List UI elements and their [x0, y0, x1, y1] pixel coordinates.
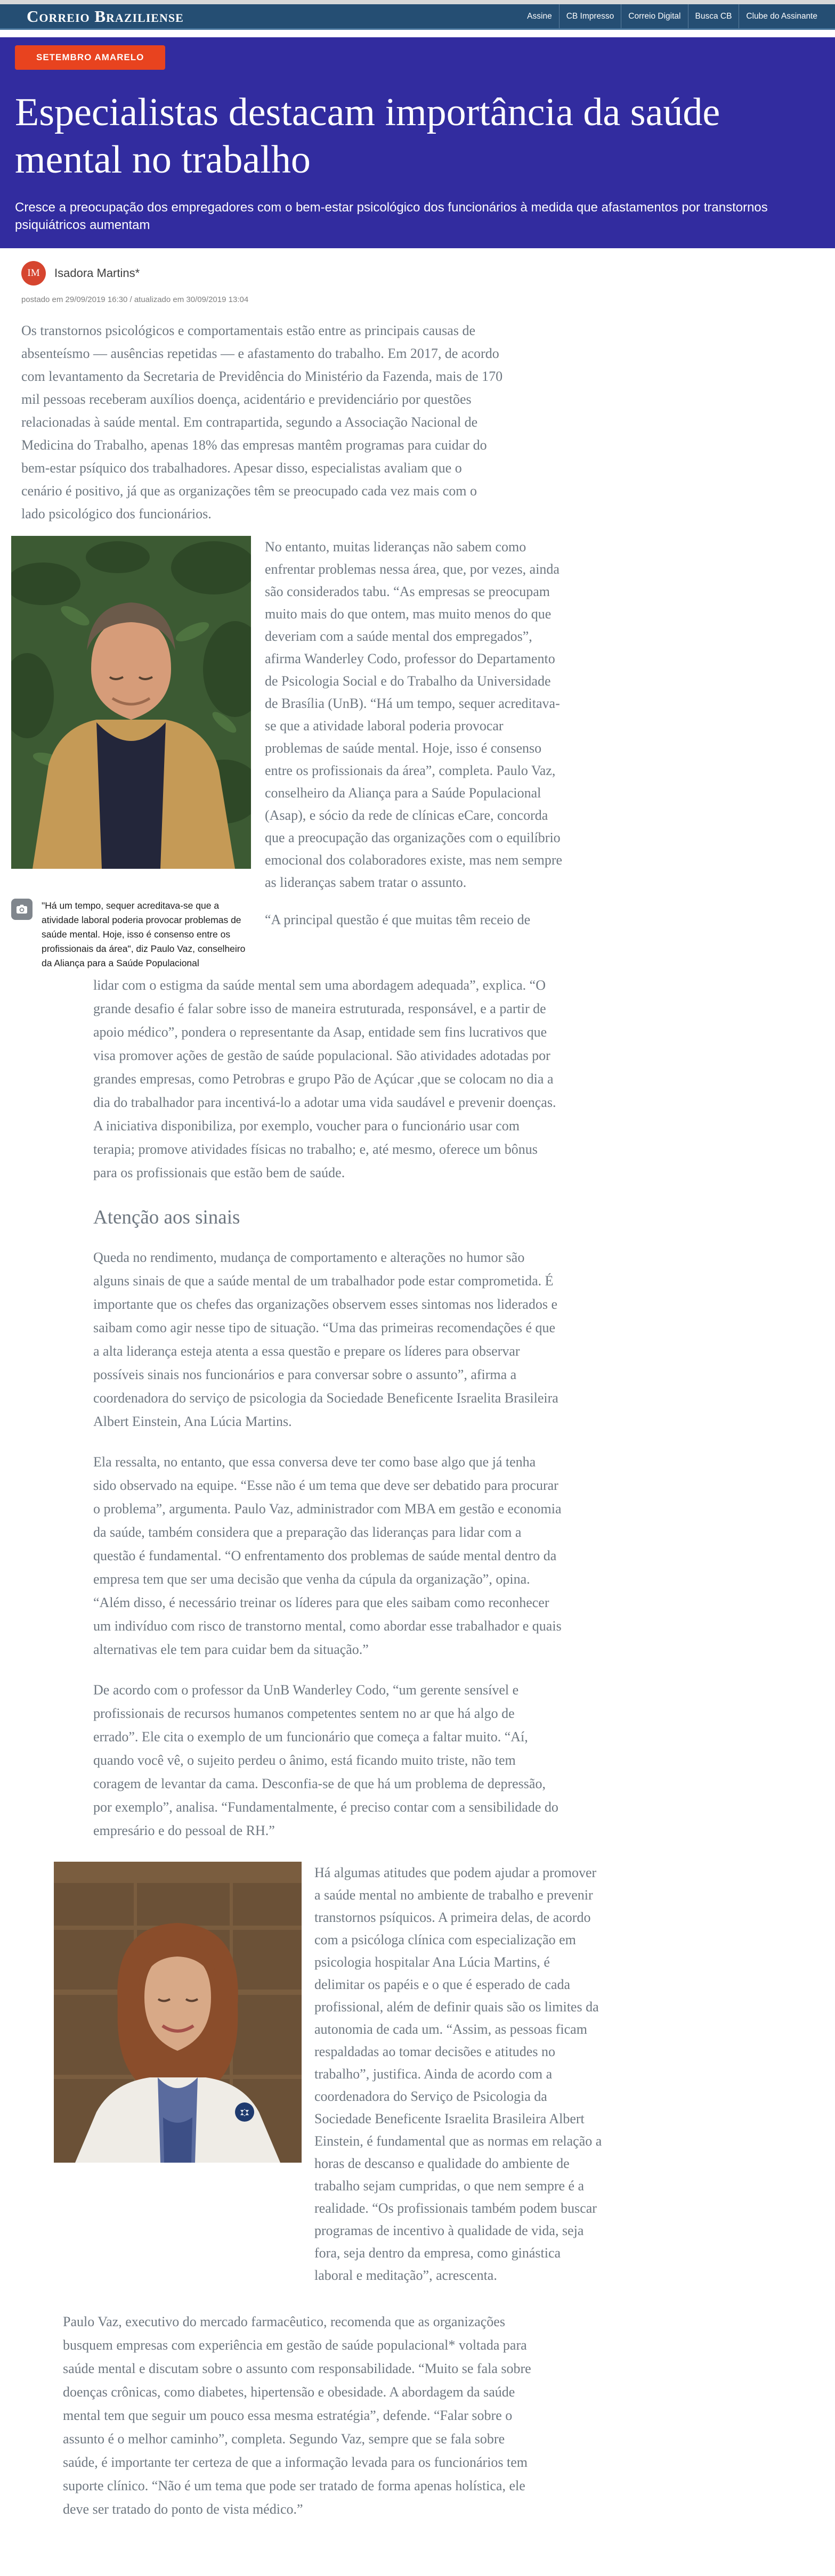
- byline: [21, 261, 835, 286]
- author-avatar: IM: [21, 261, 46, 286]
- nav-item-busca-cb[interactable]: Busca CB: [688, 4, 739, 28]
- top-nav: [520, 4, 824, 28]
- section-heading: Atenção aos sinais: [93, 1207, 240, 1228]
- nav-item-correio-digital[interactable]: Correio Digital: [621, 4, 687, 28]
- site-logo[interactable]: Correio Braziliense: [27, 7, 184, 26]
- site-header: [0, 4, 835, 30]
- paragraph-final: Paulo Vaz, executivo do mercado farmacêutico, recomenda que as organizações busquem empresas com experiência em gestão de saúde populacional* voltada para saúde mental e discutam sobre o assunto com responsabilidade. “Muito se fala sobre doenças crônicas, como diabetes, hipertensão e obesidade. A abordagem da saúde mental tem que seguir um pouco essa mesma estratégia”, defende. “Falar sobre o assunto é o melhor caminho”, completa. Segundo Vaz, sempre que se fala sobre saúde, é importante ter certeza de que a informação levada para os funcionários tem suporte clínico. “Não é um tema que pode ser tratado de forma apenas holística, ele deve ser tratado do ponto de vista médico.”: [63, 2314, 531, 2517]
- nav-item-cb-impresso[interactable]: CB Impresso: [559, 4, 621, 28]
- paragraph-5: De acordo com o professor da UnB Wanderley Codo, “um gerente sensível e profissionais de recursos humanos competentes sentem no ar que há algo de errado”. Ele cita o exemplo de um funcionário que começa a faltar muito. “Aí, quando você vê, o sujeito perdeu o ânimo, está ficando muito triste, não tem coragem de levantar da cama. Desconfia-se de que há um problema de depressão, por exemplo”, analisa. “Fundamentalmente, é preciso contar com a sensibilidade do empresário e do pessoal de RH.”: [93, 1682, 558, 1838]
- photo1-caption-row: [11, 899, 251, 971]
- photo-block-paulo-vaz: [11, 536, 251, 971]
- article-body: [0, 319, 835, 2521]
- page-subtitle: Cresce a preocupação dos empregadores com o bem-estar psicológico dos funcionários à medida que afastamentos por transtornos psiquiátricos aumentam: [15, 200, 768, 232]
- hero-banner: [0, 37, 835, 248]
- page-title: Especialistas destacam importância da saúde mental no trabalho: [15, 91, 720, 182]
- category-tag[interactable]: SETEMBRO AMARELO: [15, 45, 165, 70]
- paragraph-col1-lead: “A principal questão é que muitas têm receio de: [265, 912, 531, 927]
- paragraph-col1: No entanto, muitas lideranças não sabem como enfrentar problemas nessa área, que, por vezes, ainda são considerados tabu. “As empresas se preocupam muito mais do que ontem, mas muito menos do que deveriam com a saúde mental dos empregados”, afirma Wanderley Codo, professor do Departamento de Psicologia Social e do Trabalho da Universidade de Brasília (UnB). “Há um tempo, sequer acreditava-se que a atividade laboral poderia provocar problemas de saúde mental. Hoje, isso é consenso entre os profissionais da área”, completa. Paulo Vaz, conselheiro da Aliança para a Saúde Populacional (Asap), e sócio da rede de clínicas eCare, concorda que a preocupação das organizações com o equilíbrio emocional dos colaboradores existe, mas nem sempre as lideranças sabem tratar o assunto.: [265, 539, 563, 890]
- paragraph-4: Ela ressalta, no entanto, que essa conversa deve ter como base algo que já tenha sido observado na equipe. “Esse não é um tema que deve ser debatido para procurar o problema”, argumenta. Paulo Vaz, administrador com MBA em gestão e economia da saúde, também considera que a preparação das lideranças para lidar com a questão é fundamental. “O enfrentamento dos problemas de saúde mental dentro da empresa tem que ser uma decisão que venha da cúpula da organização”, opina. “Além disso, é necessário treinar os líderes para que eles saibam como reconhecer um indivíduo com risco de transtorno mental, como abordar esse trabalhador e quais alternativas ele tem para cuidar bem da situação.”: [93, 1454, 562, 1657]
- column-beside-photo1: [265, 536, 563, 931]
- column-beside-photo2: [314, 1862, 602, 2287]
- photo1-caption: "Há um tempo, sequer acreditava-se que a atividade laboral poderia provocar problemas de saúde mental. Hoje, isso é consenso entre os profissionais da área", diz Paulo Vaz, conselheiro da Aliança para a Saúde Populacional: [42, 900, 246, 968]
- photo-ana-lucia-martins: [54, 1862, 302, 2163]
- photo-paulo-vaz: [11, 536, 251, 869]
- paragraph-3: Queda no rendimento, mudança de comportamento e alterações no humor são alguns sinais de que a saúde mental de um trabalhador pode estar comprometida. É importante que os chefes das organizações observem esses sintomas nos liderados e saibam como agir nesse tipo de situação. “Uma das primeiras recomendações é que a alta liderança esteja atenta a essa questão e prepare os líderes para observar possíveis sinais nos funcionários e para conversar sobre o assunto”, afirma a coordenadora do serviço de psicologia da Sociedade Beneficente Israelita Brasileira Albert Einstein, Ana Lúcia Martins.: [93, 1250, 558, 1429]
- top-strip: [0, 0, 835, 4]
- camera-icon: [11, 899, 33, 920]
- paragraph-col2: Há algumas atitudes que podem ajudar a promover a saúde mental no ambiente de trabalho e prevenir transtornos psíquicos. A primeira delas, de acordo com a psicóloga clínica com especialização em psicologia hospitalar Ana Lúcia Martins, é delimitar os papéis e o que é esperado de cada profissional, além de definir quais são os limites da autonomia de cada um. “Assim, as pessoas ficam respaldadas ao tomar decisões e atitudes no trabalho”, justifica. Ainda de acordo com a coordenadora do Serviço de Psicologia da Sociedade Beneficente Israelita Brasileira Albert Einstein, é fundamental que as normas em relação a horas de descanso e qualidade do ambiente de trabalho sejam cumpridas, o que nem sempre é a realidade. “Os profissionais também podem buscar programas de incentivo à qualidade de vida, seja fora, seja dentro da empresa, como ginástica laboral e meditação”, acrescenta.: [314, 1865, 602, 2283]
- media-row-paulo-vaz: [11, 536, 835, 971]
- author-name: Isadora Martins*: [54, 266, 140, 280]
- photo-block-ana-lucia: [54, 1862, 302, 2163]
- paragraph-intro: Os transtornos psicológicos e comportamentais estão entre as principais causas de absenteísmo — ausências repetidas — e afastamento do trabalho. Em 2017, de acordo com levantamento da Secretaria de Previdência do Ministério da Fazenda, mais de 170 mil pessoas receberam auxílios doença, acidentário e previdenciário por questões relacionadas à saúde mental. Em contrapartida, segundo a Associação Nacional de Medicina do Trabalho, apenas 18% das empresas mantêm programas para cuidar do bem-estar psíquico dos trabalhadores. Apesar disso, especialistas avaliam que o cenário é positivo, já que as organizações têm se preocupado cada vez mais com o lado psicológico dos funcionários.: [21, 323, 503, 521]
- paragraph-2: lidar com o estigma da saúde mental sem uma abordagem adequada”, explica. “O grande desafio é falar sobre isso de maneira estruturada, responsável, e a partir de apoio médico”, pondera o representante da Asap, entidade sem fins lucrativos que visa promover ações de gestão de saúde populacional. São atividades adotadas por grandes empresas, como Petrobras e grupo Pão de Açúcar ,que se colocam no dia a dia do trabalhador para incentivá-lo a adotar uma vida saudável e prevenir doenças. A iniciativa disponibiliza, por exemplo, voucher para o funcionário usar com terapia; promove atividades físicas no trabalho; e, até mesmo, oferece um bônus para os profissionais que estão bem de saúde.: [93, 977, 556, 1180]
- nav-item-clube-do-assinante[interactable]: Clube do Assinante: [739, 4, 824, 28]
- media-row-ana-lucia: [54, 1862, 835, 2287]
- dateline: postado em 29/09/2019 16:30 / atualizado em 30/09/2019 13:04: [21, 295, 249, 304]
- nav-item-assine[interactable]: Assine: [527, 11, 552, 21]
